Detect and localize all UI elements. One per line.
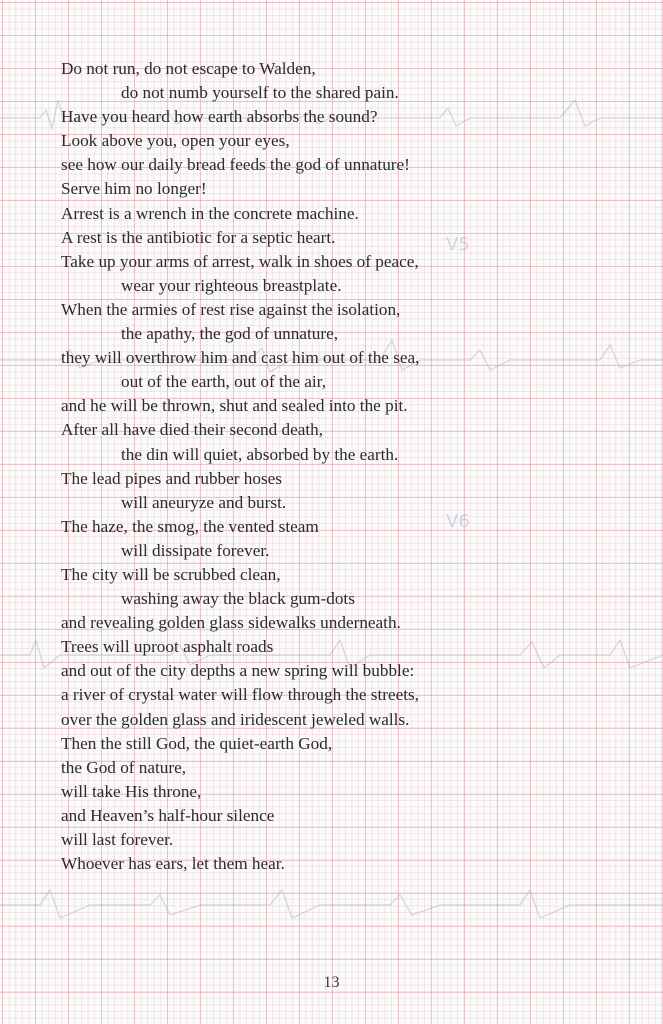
poem-line: and Heaven’s half-hour silence bbox=[61, 805, 275, 825]
poem-line: wear your righteous breastplate. bbox=[121, 275, 342, 295]
poem-line: the din will quiet, absorbed by the earth. bbox=[121, 444, 399, 464]
poem-line: The lead pipes and rubber hoses bbox=[61, 468, 282, 488]
poem-line: and revealing golden glass sidewalks underneath. bbox=[61, 613, 401, 633]
ecg-lead-label-v6: V6 bbox=[446, 511, 470, 532]
poem-line: Arrest is a wrench in the concrete machine. bbox=[61, 203, 359, 223]
poem-line: After all have died their second death, bbox=[61, 420, 324, 440]
poem-line: A rest is the antibiotic for a septic heart. bbox=[61, 227, 336, 247]
poem-line: The city will be scrubbed clean, bbox=[61, 564, 281, 584]
poem-line: the apathy, the god of unnature, bbox=[121, 324, 338, 344]
poem-line: Then the still God, the quiet-earth God, bbox=[61, 733, 333, 753]
poem-line: will aneuryze and burst. bbox=[121, 492, 287, 512]
poem-line: Trees will uproot asphalt roads bbox=[61, 637, 274, 657]
poem-line: and out of the city depths a new spring will bubble: bbox=[61, 661, 415, 681]
poem-line: washing away the black gum-dots bbox=[121, 589, 355, 609]
poem-line: a river of crystal water will flow through the streets, bbox=[61, 685, 419, 705]
poem-line: they will overthrow him and cast him out of the sea, bbox=[61, 348, 420, 368]
poem-line: Have you heard how earth absorbs the sound? bbox=[61, 107, 378, 127]
poem-line: the God of nature, bbox=[61, 757, 187, 777]
poem-line: out of the earth, out of the air, bbox=[121, 372, 327, 392]
poem-line: When the armies of rest rise against the isolation, bbox=[61, 299, 401, 319]
poem-line: over the golden glass and iridescent jeweled walls. bbox=[61, 709, 410, 729]
poem-line: Do not run, do not escape to Walden, bbox=[61, 59, 316, 78]
poem-line: Serve him no longer! bbox=[61, 179, 207, 199]
poem-line: and he will be thrown, shut and sealed into the pit. bbox=[61, 396, 408, 416]
poem-line: will dissipate forever. bbox=[121, 540, 270, 560]
poem-line: Take up your arms of arrest, walk in shoes of peace, bbox=[61, 251, 419, 271]
poem-line: will take His throne, bbox=[61, 781, 202, 801]
poem-line: do not numb yourself to the shared pain. bbox=[121, 83, 399, 103]
ecg-lead-label-v5: V5 bbox=[446, 234, 470, 255]
page-number: 13 bbox=[323, 974, 340, 991]
poem-line: Look above you, open your eyes, bbox=[61, 131, 290, 151]
ecg-trace-4 bbox=[0, 890, 663, 918]
poem-line: Whoever has ears, let them hear. bbox=[61, 854, 285, 874]
poem-text bbox=[61, 57, 651, 876]
poem-line: will last forever. bbox=[61, 830, 174, 849]
poem-line: see how our daily bread feeds the god of unnature! bbox=[61, 155, 410, 175]
poem-line: The haze, the smog, the vented steam bbox=[61, 516, 319, 536]
